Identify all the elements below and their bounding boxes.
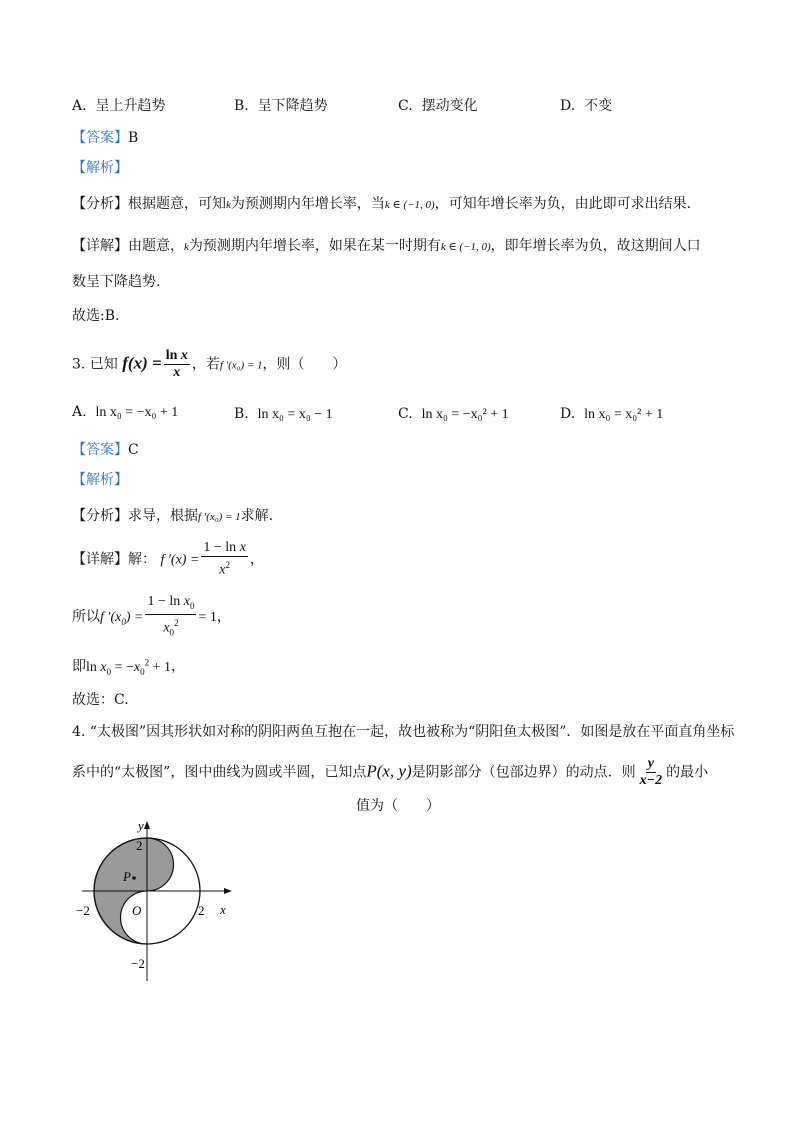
q2-choose: 故选:B.: [72, 308, 120, 324]
origin-label: O: [132, 903, 142, 918]
q2-detail: 【详解】由题意，k为预测期内年增长率，如果在某一时期有k ∈ (−1, 0)，即年增长率为负，故这期间人口: [72, 238, 701, 254]
q3-fenxi: 【分析】求导，根据f ′(x₀) = 1求解.: [72, 508, 274, 524]
q2-option-a: A. 呈上升趋势: [72, 98, 166, 114]
q3-option-a: A. ln x₀ = −x₀ + 1: [72, 404, 179, 420]
q3-so: 所以f $'(x_0)$ = $\frac{1 - \ln x_0}{x_0^2}$ = 1，: [72, 594, 231, 638]
q4-line3: 值为（ ）: [356, 798, 440, 814]
y-label: y: [138, 818, 144, 833]
q2-fenxi: 【分析】根据题意，可知k为预测期内年增长率，当k ∈ (−1, 0)，可知年增长率为负，由此即可求出结果.: [72, 196, 692, 212]
q4-line1: 4. “太极图”因其形状如对称的阴阳两鱼互抱在一起，故也被称为“阴阳鱼太极图”．如图是放在平面直角坐标: [72, 724, 735, 740]
q2-answer: 【答案】B: [72, 130, 139, 146]
q3-function-formula: f(x) =: [122, 353, 162, 373]
q2-option-d: D. 不变: [560, 98, 613, 114]
q2-option-b: B. 呈下降趋势: [234, 98, 328, 114]
point-label: P: [123, 869, 131, 884]
point-p: [132, 876, 136, 880]
q3-choose: 故选：C.: [72, 692, 129, 708]
q3-detail: 【详解】解： f ′(x) = $\frac{\text{1 − ln x}}{x^2}$ ，: [72, 540, 264, 578]
y-axis-arrow: [144, 821, 150, 829]
q3-option-c: C. ln x₀ = −x₀² + 1: [398, 406, 509, 422]
tick-top: 2: [136, 838, 143, 853]
q3-function-fraction: $\frac{\text{ln x}}{x}$: [165, 348, 188, 380]
tick-right: 2: [198, 903, 205, 918]
q3-stem: 3. 已知 f(x) = $\frac{\text{ln x}}{x}$ ，若f ′(x₀) = 1，则（ ）: [72, 348, 347, 380]
taiji-figure: [70, 816, 240, 986]
x-label: x: [220, 902, 226, 917]
q4-line2: 系中的“太极图”，图中曲线为圆或半圆，已知点P(x, y)是阴影部分（包部边界）的动点．则 $\frac{y}{x-2}$ 的最小: [72, 756, 709, 788]
x-axis-arrow: [224, 888, 232, 894]
q3-analysis-tag: 【解析】: [72, 472, 128, 488]
q3-option-d: D. ln x₀ = x₀² + 1: [560, 406, 664, 422]
tick-left: −2: [76, 903, 90, 918]
q2-detail-cont: 数呈下降趋势.: [72, 274, 161, 290]
q3-option-b: B. ln x₀ = x₀ − 1: [234, 406, 333, 422]
tick-bottom: −2: [131, 956, 145, 971]
q3-ji: 即$\ln x_0 = -x_0^2 + 1$，: [72, 657, 186, 677]
q3-answer: 【答案】C: [72, 442, 139, 458]
q2-analysis-tag: 【解析】: [72, 160, 128, 176]
q2-option-c: C. 摆动变化: [398, 98, 478, 114]
